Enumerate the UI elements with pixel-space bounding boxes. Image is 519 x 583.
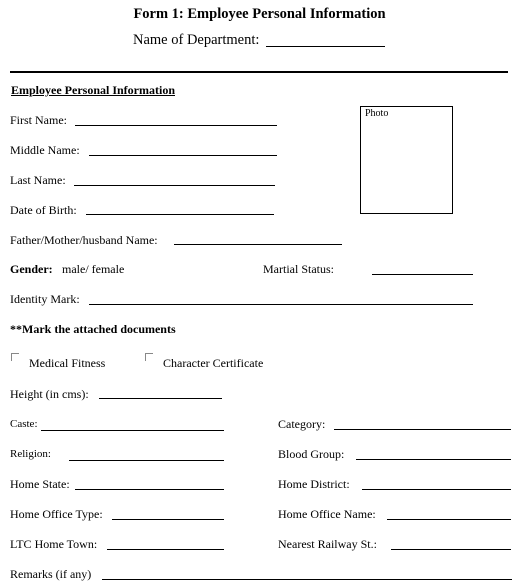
- form-title: Form 1: Employee Personal Information: [133, 6, 386, 22]
- caste-label: Caste:: [10, 418, 38, 430]
- remarks-label: Remarks (if any): [10, 567, 92, 581]
- ltc-home-town-label: LTC Home Town:: [10, 537, 98, 551]
- last-name-label: Last Name:: [10, 173, 66, 187]
- home-district-label: Home District:: [278, 477, 350, 491]
- medical-fitness-label: Medical Fitness: [29, 356, 106, 370]
- character-certificate-checkbox[interactable]: [145, 353, 154, 362]
- dob-label: Date of Birth:: [10, 203, 77, 217]
- medical-fitness-checkbox[interactable]: [11, 353, 20, 362]
- first-name-label: First Name:: [10, 113, 67, 127]
- religion-field[interactable]: [69, 460, 224, 461]
- remarks-field[interactable]: [102, 579, 512, 580]
- middle-name-field[interactable]: [89, 155, 277, 156]
- last-name-field[interactable]: [74, 185, 275, 186]
- marital-status-label: Martial Status:: [263, 262, 334, 276]
- gender-label: Gender:: [10, 262, 53, 276]
- identity-mark-field[interactable]: [89, 304, 473, 305]
- marital-status-field[interactable]: [372, 274, 473, 275]
- parent-name-field[interactable]: [174, 244, 342, 245]
- height-label: Height (in cms):: [10, 387, 89, 401]
- home-office-type-field[interactable]: [112, 519, 224, 520]
- identity-mark-label: Identity Mark:: [10, 292, 80, 306]
- home-office-name-field[interactable]: [387, 519, 511, 520]
- section-title: Employee Personal Information: [11, 83, 175, 97]
- caste-field[interactable]: [41, 430, 224, 431]
- gender-options[interactable]: male/ female: [62, 262, 125, 276]
- character-certificate-label: Character Certificate: [163, 356, 264, 370]
- ltc-home-town-field[interactable]: [107, 549, 224, 550]
- documents-heading: **Mark the attached documents: [10, 322, 176, 336]
- photo-label: Photo: [365, 108, 389, 119]
- category-field[interactable]: [334, 429, 511, 430]
- dob-field[interactable]: [86, 214, 274, 215]
- department-label: Name of Department:: [133, 32, 260, 48]
- blood-group-field[interactable]: [356, 459, 511, 460]
- category-label: Category:: [278, 417, 326, 431]
- home-office-type-label: Home Office Type:: [10, 507, 103, 521]
- parent-name-label: Father/Mother/husband Name:: [10, 233, 158, 247]
- middle-name-label: Middle Name:: [10, 143, 80, 157]
- header-divider: [10, 71, 508, 73]
- height-field[interactable]: [99, 398, 222, 399]
- home-state-label: Home State:: [10, 477, 70, 491]
- home-state-field[interactable]: [75, 489, 224, 490]
- photo-box[interactable]: [360, 106, 453, 214]
- department-field[interactable]: [266, 46, 385, 47]
- home-district-field[interactable]: [362, 489, 511, 490]
- nearest-railway-label: Nearest Railway St.:: [278, 537, 377, 551]
- first-name-field[interactable]: [75, 125, 277, 126]
- religion-label: Religion:: [10, 448, 51, 460]
- nearest-railway-field[interactable]: [391, 549, 511, 550]
- home-office-name-label: Home Office Name:: [278, 507, 376, 521]
- blood-group-label: Blood Group:: [278, 447, 345, 461]
